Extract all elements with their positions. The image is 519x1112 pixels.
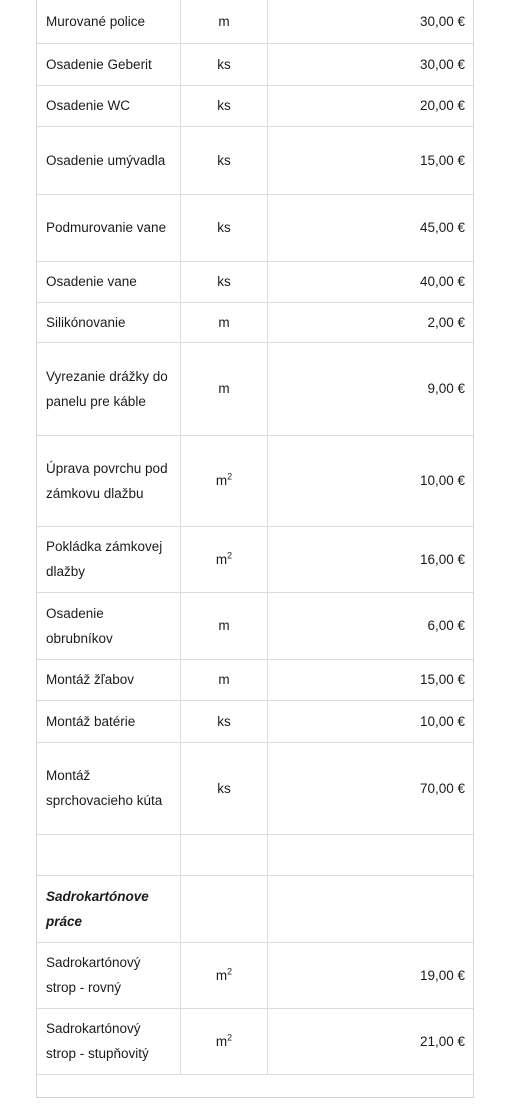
price-table-body <box>37 0 473 1074</box>
item-unit <box>181 875 268 942</box>
item-name: Osadenie WC <box>37 85 181 126</box>
table-row <box>37 659 473 700</box>
table-row <box>37 43 473 85</box>
item-name: Montáž batérie <box>37 700 181 742</box>
item-price: 70,00 € <box>268 742 474 834</box>
item-unit: ks <box>181 261 268 302</box>
item-unit: $m^2$ <box>181 942 268 1008</box>
item-name: Silikónovanie <box>37 302 181 342</box>
item-price: 6,00 € <box>268 592 474 659</box>
item-price <box>268 834 474 875</box>
item-unit: $m^2$ <box>181 526 268 592</box>
table-row <box>37 0 473 43</box>
item-price: 19,00 € <box>268 942 474 1008</box>
item-price: 10,00 € <box>268 435 474 526</box>
item-price: 10,00 € <box>268 700 474 742</box>
item-unit: m <box>181 302 268 342</box>
item-name: Podmurovanie vane <box>37 194 181 261</box>
table-row <box>37 526 473 592</box>
item-name: Sadrokartónový strop - rovný <box>37 942 181 1008</box>
item-unit: ks <box>181 43 268 85</box>
item-name: Osadenie umývadla <box>37 126 181 194</box>
item-unit: ks <box>181 700 268 742</box>
item-unit: m <box>181 659 268 700</box>
table-row <box>37 592 473 659</box>
section-header-row <box>37 875 473 942</box>
item-price: 16,00 € <box>268 526 474 592</box>
table-row <box>37 194 473 261</box>
table-row <box>37 1008 473 1074</box>
item-price: 20,00 € <box>268 85 474 126</box>
item-name: Osadenie vane <box>37 261 181 302</box>
item-price: 30,00 € <box>268 43 474 85</box>
item-unit: ks <box>181 742 268 834</box>
item-price: 45,00 € <box>268 194 474 261</box>
table-row <box>37 302 473 342</box>
price-table <box>37 0 473 1075</box>
item-price: 9,00 € <box>268 342 474 435</box>
item-name: Osadenie Geberit <box>37 43 181 85</box>
item-unit: m <box>181 342 268 435</box>
section-title: Sadrokartónove práce <box>37 875 181 942</box>
item-price: 30,00 € <box>268 0 474 43</box>
item-price: 40,00 € <box>268 261 474 302</box>
table-row <box>37 435 473 526</box>
item-price: 15,00 € <box>268 659 474 700</box>
item-name: Murované police <box>37 0 181 43</box>
item-unit: $m^2$ <box>181 435 268 526</box>
item-name: Sadrokartónový strop - stupňovitý <box>37 1008 181 1074</box>
item-unit: m <box>181 0 268 43</box>
price-list-sheet <box>36 0 474 1098</box>
item-name: Montáž žľabov <box>37 659 181 700</box>
item-unit <box>181 834 268 875</box>
item-price: 21,00 € <box>268 1008 474 1074</box>
item-price <box>268 875 474 942</box>
item-unit: ks <box>181 85 268 126</box>
item-name: Pokládka zámkovej dlažby <box>37 526 181 592</box>
table-row <box>37 942 473 1008</box>
item-unit: m <box>181 592 268 659</box>
table-row <box>37 834 473 875</box>
table-row <box>37 342 473 435</box>
item-name: Vyrezanie drážky do panelu pre káble <box>37 342 181 435</box>
table-row <box>37 700 473 742</box>
item-unit: ks <box>181 194 268 261</box>
table-row <box>37 85 473 126</box>
item-price: 2,00 € <box>268 302 474 342</box>
item-unit: ks <box>181 126 268 194</box>
item-unit: $m^2$ <box>181 1008 268 1074</box>
table-row <box>37 126 473 194</box>
table-row <box>37 261 473 302</box>
item-price: 15,00 € <box>268 126 474 194</box>
table-row <box>37 742 473 834</box>
item-name <box>37 834 181 875</box>
item-name: Osadenie obrubníkov <box>37 592 181 659</box>
item-name: Montáž sprchovacieho kúta <box>37 742 181 834</box>
item-name: Úprava povrchu pod zámkovu dlažbu <box>37 435 181 526</box>
